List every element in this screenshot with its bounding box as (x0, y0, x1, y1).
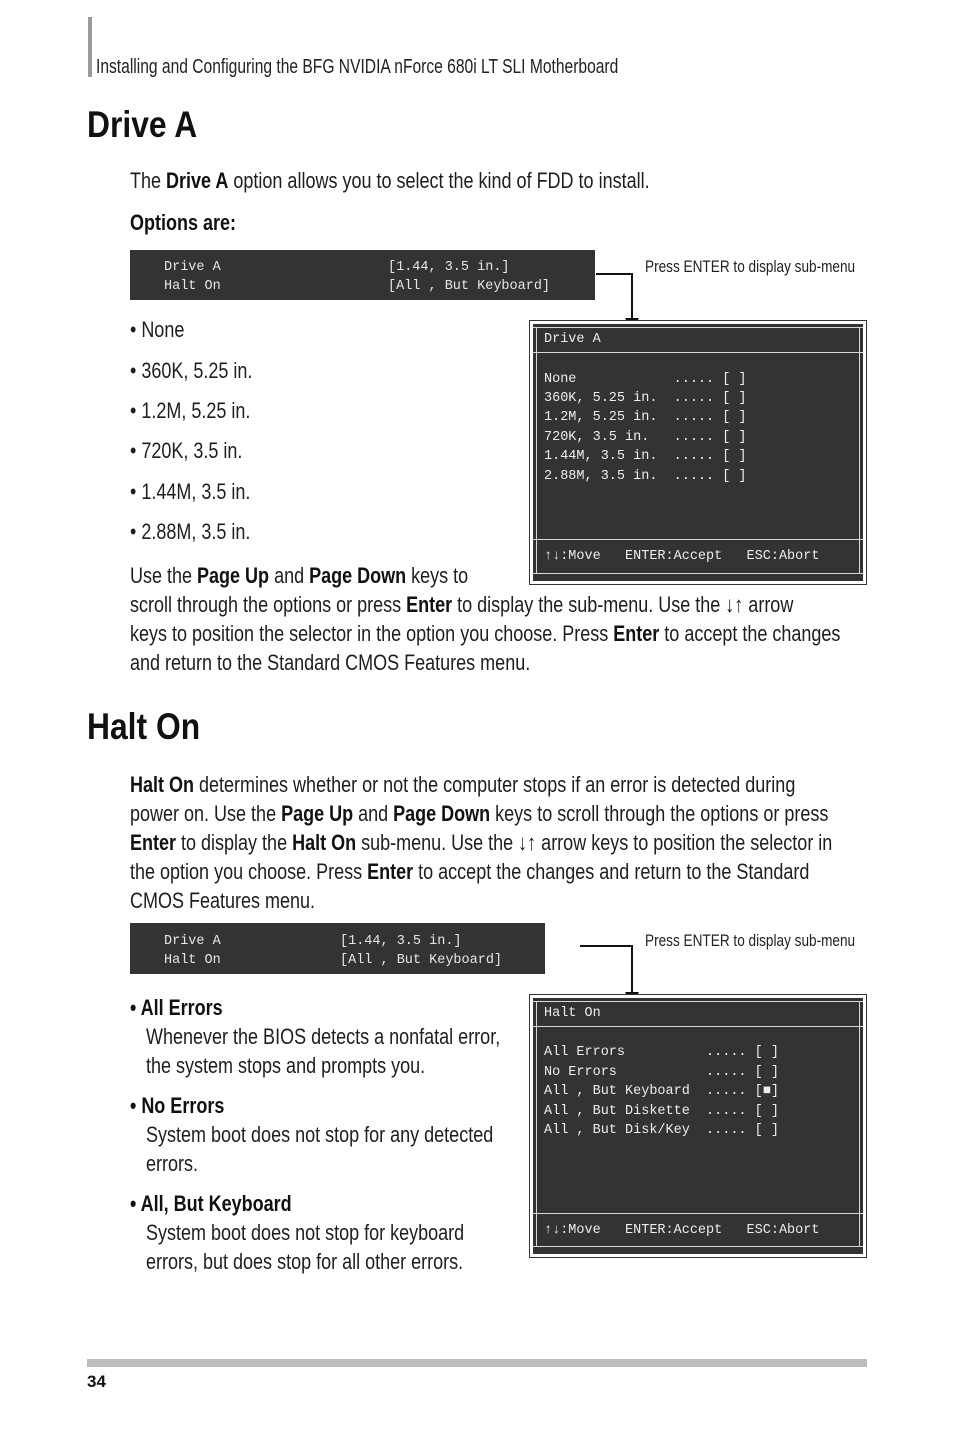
header-rule (88, 17, 92, 77)
heading-halt-on: Halt On (87, 706, 201, 747)
footer-rule (87, 1359, 867, 1367)
submenu-key-help: ↑↓:Move ENTER:Accept ESC:Abort (544, 1223, 820, 1238)
submenu-title: Halt On (544, 1006, 601, 1021)
bios-row-label: Drive A (164, 260, 221, 275)
submenu-option[interactable]: All Errors ..... [ ] (544, 1045, 779, 1060)
drive-a-intro: The Drive A option allows you to select the kind of FDD to install. (130, 168, 650, 193)
list-item: • None (130, 317, 185, 342)
list-item: • 360K, 5.25 in. (130, 358, 253, 383)
halt-on-description: Halt On determines whether or not the computer stops if an error is detected during power on. Use the Page Up and Page Down keys to scroll through the options or press Enter to display the Halt On sub-menu. Use the ↓↑ arrow keys to position the selector in the option you choose. Press Enter to accept the changes and return to the Standard CMOS Features menu. (130, 772, 833, 913)
list-item: • 2.88M, 3.5 in. (130, 519, 251, 544)
submenu-option[interactable]: All , But Disk/Key ..... [ ] (544, 1123, 779, 1138)
options-label: Options are: (130, 210, 237, 235)
running-header: Installing and Configuring the BFG NVIDIA nForce 680i LT SLI Motherboard (96, 56, 619, 78)
bios-row-label: Halt On (164, 279, 221, 294)
halt-option-no-errors: • No Errors System boot does not stop for any detected errors. (130, 1093, 494, 1176)
submenu-option[interactable]: 360K, 5.25 in. ..... [ ] (544, 391, 747, 406)
halt-option-all-errors: • All Errors Whenever the BIOS detects a nonfatal error, the system stops and prompts you. (130, 995, 501, 1078)
submenu-title: Drive A (544, 332, 601, 347)
bios-row-value: [All , But Keyboard] (388, 279, 551, 294)
callout-line (596, 273, 633, 275)
bios-row-value: [All , But Keyboard] (340, 953, 503, 968)
bios-settings-panel (130, 250, 595, 300)
submenu-option[interactable]: All , But Diskette ..... [ ] (544, 1104, 779, 1119)
submenu-option[interactable]: None ..... [ ] (544, 372, 747, 387)
submenu-key-help: ↑↓:Move ENTER:Accept ESC:Abort (544, 549, 820, 564)
list-item: • 1.2M, 5.25 in. (130, 398, 251, 423)
callout-line (580, 945, 633, 947)
list-item: • 720K, 3.5 in. (130, 438, 243, 463)
bios-row-label: Drive A (164, 934, 221, 949)
bios-row-value: [1.44, 3.5 in.] (388, 260, 510, 275)
list-item: • 1.44M, 3.5 in. (130, 479, 251, 504)
callout-line (631, 273, 633, 321)
submenu-option[interactable]: 1.44M, 3.5 in. ..... [ ] (544, 449, 747, 464)
bios-row-label: Halt On (164, 953, 221, 968)
page-number: 34 (87, 1372, 106, 1391)
drive-a-submenu (529, 320, 867, 585)
submenu-option[interactable]: 2.88M, 3.5 in. ..... [ ] (544, 469, 747, 484)
submenu-option[interactable]: 1.2M, 5.25 in. ..... [ ] (544, 410, 747, 425)
submenu-option[interactable]: No Errors ..... [ ] (544, 1065, 779, 1080)
submenu-option[interactable]: 720K, 3.5 in. ..... [ ] (544, 430, 747, 445)
bios-settings-panel (130, 923, 545, 974)
callout-line (631, 945, 633, 995)
halt-option-all-but-keyboard: • All, But Keyboard System boot does not stop for keyboard errors, but does stop for all other errors. (130, 1191, 465, 1274)
callout-label: Press ENTER to display sub-menu (645, 931, 856, 950)
drive-a-description: Use the Page Up and Page Down keys to scroll through the options or press Enter to display the sub-menu. Use the ↓↑ arrow keys to position the selector in the option you choose. Press Enter to accept the changes and return to the Standard CMOS Features menu. (130, 563, 841, 675)
callout-label: Press ENTER to display sub-menu (645, 257, 856, 276)
bios-row-value: [1.44, 3.5 in.] (340, 934, 462, 949)
heading-drive-a: Drive A (87, 104, 198, 145)
submenu-option-selected[interactable]: All , But Keyboard ..... [■] (544, 1084, 779, 1099)
